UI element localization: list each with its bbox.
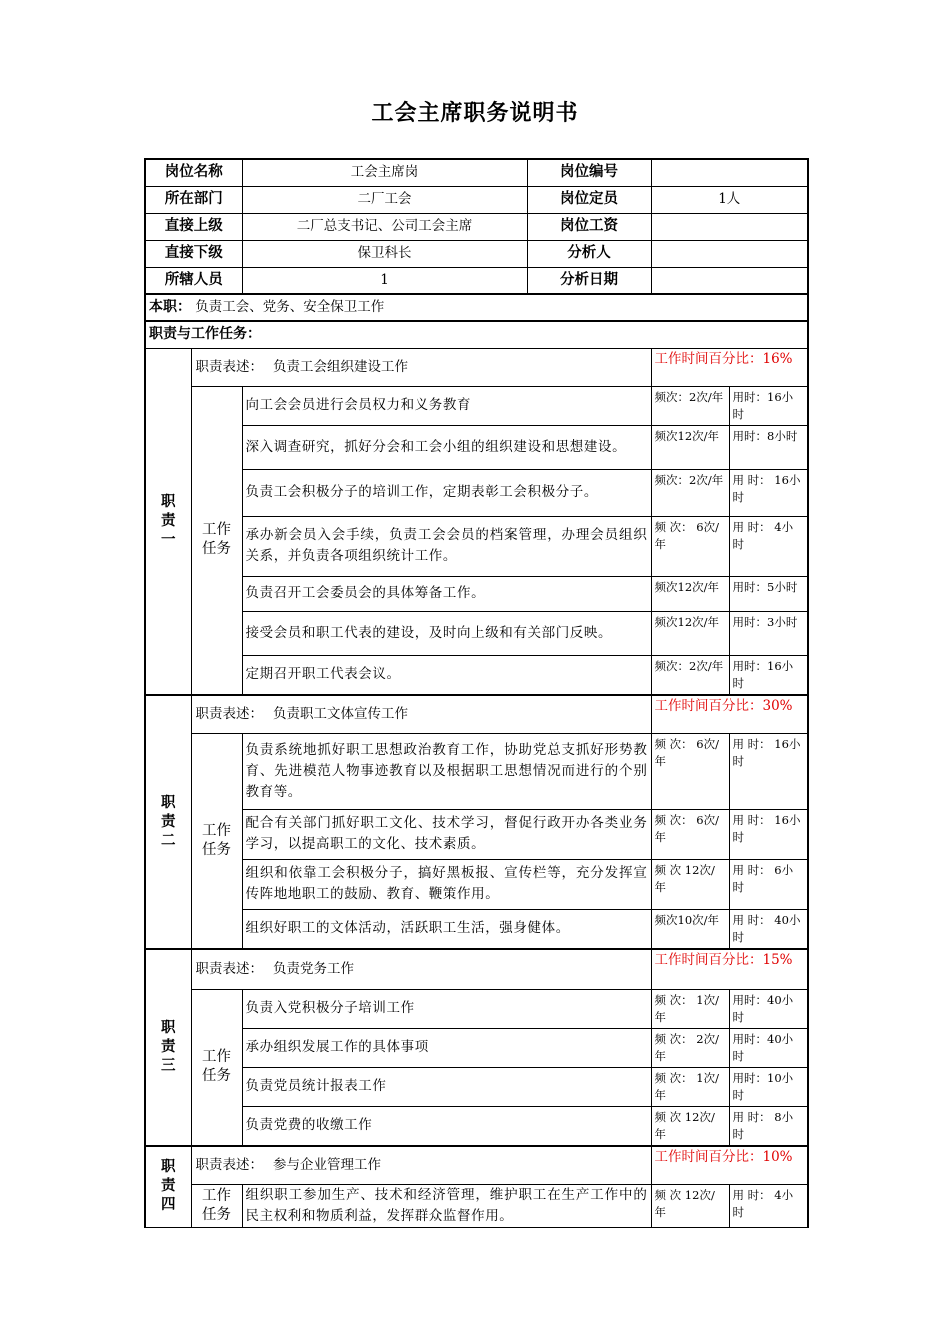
- task-frequency: 频 次 12次/年: [651, 1184, 729, 1227]
- time-percentage: 工作时间百分比：10%: [651, 1146, 808, 1184]
- department-value: 二厂工会: [242, 186, 527, 213]
- task-frequency: 频 次： 6次/年: [651, 809, 729, 859]
- task-row: [145, 1067, 808, 1106]
- date-value: [651, 267, 808, 294]
- position-name-value: 工会主席岗: [242, 159, 527, 186]
- task-duration: 用 时： 4小时: [729, 516, 808, 576]
- position-code-label: 岗位编号: [527, 159, 651, 186]
- section-desc-row: [145, 949, 808, 989]
- task-duration: 用时：16小时: [729, 655, 808, 695]
- task-text: 承办组织发展工作的具体事项: [242, 1028, 651, 1067]
- task-text: 承办新会员入会手续，负责工会会员的档案管理，办理会员组织关系，并负责各项组织统计工作。: [242, 516, 651, 576]
- section-title-char: 职: [161, 493, 176, 510]
- desc-text: 参与企业管理工作: [273, 1156, 381, 1173]
- section-title: [145, 1146, 191, 1227]
- task-row: [145, 611, 808, 655]
- task-frequency: 频 次： 6次/年: [651, 733, 729, 809]
- work-task-label: [191, 733, 242, 949]
- task-frequency: 频次12次/年: [651, 576, 729, 611]
- time-percentage: 工作时间百分比：15%: [651, 949, 808, 989]
- superior-value: 二厂总支书记、公司工会主席: [242, 213, 527, 240]
- work-task-label-text: 工作: [202, 1187, 231, 1204]
- task-text: 接受会员和职工代表的建设，及时向上级和有关部门反映。: [242, 611, 651, 655]
- section-title-char: 一: [161, 531, 176, 548]
- task-row: [145, 1028, 808, 1067]
- task-duration: 用时：16小时: [729, 386, 808, 425]
- section-title-char: 责: [161, 512, 176, 529]
- work-task-label-text: 任务: [202, 1206, 231, 1223]
- department-label: 所在部门: [145, 186, 242, 213]
- task-text: 定期召开职工代表会议。: [242, 655, 651, 695]
- section-description: [191, 1146, 651, 1184]
- task-text: 组织职工参加生产、技术和经济管理，维护职工在生产工作中的民主权利和物质利益，发挥群众监督作用。: [242, 1184, 651, 1227]
- work-task-label: [191, 386, 242, 695]
- section-description: [191, 348, 651, 386]
- task-text: 负责工会积极分子的培训工作，定期表彰工会积极分子。: [242, 469, 651, 516]
- task-frequency: 频次12次/年: [651, 611, 729, 655]
- task-duration: 用时：8小时: [729, 425, 808, 469]
- section-title-char: 责: [161, 1178, 176, 1195]
- task-row: [145, 1184, 808, 1227]
- task-row: [145, 576, 808, 611]
- task-duration: 用时：3小时: [729, 611, 808, 655]
- task-frequency: 频 次： 6次/年: [651, 516, 729, 576]
- task-duration: 用 时： 4小时: [729, 1184, 808, 1227]
- task-text: 配合有关部门抓好职工文化、技术学习，督促行政开办各类业务学习，以提高职工的文化、技术素质。: [242, 809, 651, 859]
- position-code-value: [651, 159, 808, 186]
- document-title: 工会主席职务说明书: [371, 101, 579, 126]
- section-title-char: 责: [161, 1039, 176, 1055]
- section-title-char: 责: [161, 813, 176, 830]
- task-row: [145, 1106, 808, 1146]
- task-duration: 用 时： 16小时: [729, 469, 808, 516]
- section-title-char: 职: [161, 1159, 176, 1176]
- task-text: 组织和依靠工会积极分子，搞好黑板报、宣传栏等，充分发挥宣传阵地地职工的鼓励、教育、鞭策作用。: [242, 859, 651, 909]
- task-text: 负责召开工会委员会的具体筹备工作。: [242, 576, 651, 611]
- subordinate-label: 直接下级: [145, 240, 242, 267]
- section-description: [191, 949, 651, 989]
- task-frequency: 频 次 12次/年: [651, 1106, 729, 1146]
- superior-label: 直接上级: [145, 213, 242, 240]
- work-task-label-text: 任务: [202, 841, 231, 858]
- task-row: [145, 989, 808, 1028]
- desc-label: 职责表述：: [195, 1156, 263, 1173]
- task-frequency: 频次12次/年: [651, 425, 729, 469]
- task-row: [145, 809, 808, 859]
- task-duration: 用时：40小时: [729, 1028, 808, 1067]
- work-task-label-text: 工作: [202, 1049, 231, 1066]
- desc-label: 职责表述：: [195, 960, 263, 977]
- desc-label: 职责表述：: [195, 705, 263, 722]
- section-title: [145, 695, 191, 949]
- task-text: 负责党员统计报表工作: [242, 1067, 651, 1106]
- section-title-char: 二: [161, 832, 176, 849]
- task-duration: 用时：5小时: [729, 576, 808, 611]
- analyst-label: 分析人: [527, 240, 651, 267]
- section-title-char: 三: [161, 1058, 176, 1074]
- position-name-label: 岗位名称: [145, 159, 242, 186]
- task-row: [145, 733, 808, 809]
- subordinate-value: 保卫科长: [242, 240, 527, 267]
- job-description-table: [144, 158, 809, 1228]
- task-duration: 用 时： 8小时: [729, 1106, 808, 1146]
- task-row: [145, 909, 808, 949]
- task-frequency: 频 次： 1次/年: [651, 1067, 729, 1106]
- work-task-label-text: 任务: [202, 1068, 231, 1085]
- duty-text: 负责工会、党务、安全保卫工作: [195, 299, 385, 315]
- analyst-value: [651, 240, 808, 267]
- task-frequency: 频次：2次/年: [651, 386, 729, 425]
- section-desc-row: [145, 695, 808, 733]
- date-label: 分析日期: [527, 267, 651, 294]
- section-title-char: 职: [161, 1020, 176, 1036]
- section-title: [145, 348, 191, 695]
- task-text: 深入调查研究，抓好分会和工会小组的组织建设和思想建设。: [242, 425, 651, 469]
- tasks-header: 职责与工作任务：: [145, 321, 808, 348]
- task-row: [145, 516, 808, 576]
- task-row: [145, 469, 808, 516]
- work-task-label: [191, 1184, 242, 1227]
- task-frequency: 频 次 12次/年: [651, 859, 729, 909]
- task-duration: 用 时： 40小时: [729, 909, 808, 949]
- work-task-label: [191, 989, 242, 1146]
- headcount-label: 岗位定员: [527, 186, 651, 213]
- duty-label: 本职：: [149, 299, 191, 315]
- salary-value: [651, 213, 808, 240]
- section-title-char: 职: [161, 794, 176, 811]
- task-text: 向工会会员进行会员权力和义务教育: [242, 386, 651, 425]
- staff-label: 所辖人员: [145, 267, 242, 294]
- work-task-label-text: 工作: [202, 822, 231, 839]
- section-desc-row: [145, 348, 808, 386]
- task-row: [145, 859, 808, 909]
- staff-value: 1: [242, 267, 527, 294]
- task-frequency: 频次：2次/年: [651, 655, 729, 695]
- salary-label: 岗位工资: [527, 213, 651, 240]
- section-desc-row: [145, 1146, 808, 1184]
- desc-text: 负责党务工作: [273, 960, 354, 977]
- task-row: [145, 386, 808, 425]
- task-text: 负责党费的收缴工作: [242, 1106, 651, 1146]
- task-row: [145, 425, 808, 469]
- task-text: 负责入党积极分子培训工作: [242, 989, 651, 1028]
- task-frequency: 频次：2次/年: [651, 469, 729, 516]
- time-percentage: 工作时间百分比：30%: [651, 695, 808, 733]
- task-duration: 用时：10小时: [729, 1067, 808, 1106]
- task-duration: 用时：40小时: [729, 989, 808, 1028]
- task-text: 负责系统地抓好职工思想政治教育工作，协助党总支抓好形势教育、先进模范人物事迹教育以及根据职工思想情况而进行的个别教育等。: [242, 733, 651, 809]
- section-title: [145, 949, 191, 1146]
- task-duration: 用 时： 16小时: [729, 733, 808, 809]
- desc-text: 负责工会组织建设工作: [273, 358, 408, 375]
- task-frequency: 频 次： 2次/年: [651, 1028, 729, 1067]
- work-task-label-text: 工作: [202, 522, 231, 539]
- task-frequency: 频 次： 1次/年: [651, 989, 729, 1028]
- time-percentage: 工作时间百分比：16%: [651, 348, 808, 386]
- desc-text: 负责职工文体宣传工作: [273, 705, 408, 722]
- task-row: [145, 655, 808, 695]
- task-duration: 用 时： 16小时: [729, 809, 808, 859]
- section-title-char: 四: [161, 1197, 176, 1214]
- duty-row: [145, 294, 808, 321]
- work-task-label-text: 任务: [202, 541, 231, 558]
- task-frequency: 频次10次/年: [651, 909, 729, 949]
- section-description: [191, 695, 651, 733]
- desc-label: 职责表述：: [195, 358, 263, 375]
- task-duration: 用 时： 6小时: [729, 859, 808, 909]
- headcount-value: 1人: [651, 186, 808, 213]
- task-text: 组织好职工的文体活动，活跃职工生活，强身健体。: [242, 909, 651, 949]
